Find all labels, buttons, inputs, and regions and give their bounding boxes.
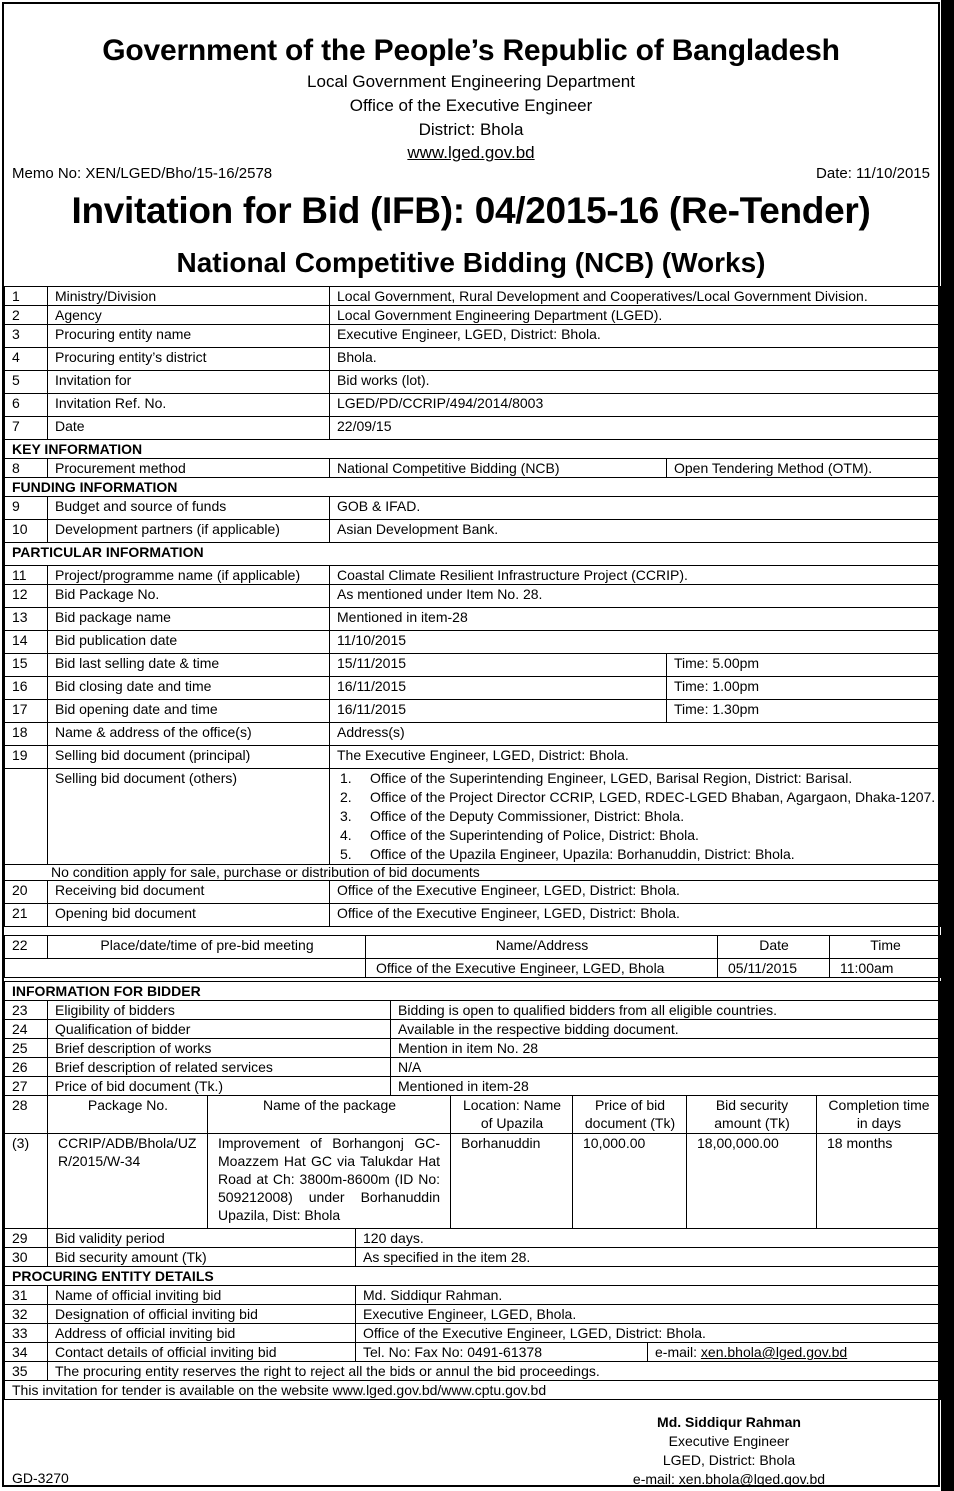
row-label: Ministry/Division	[48, 287, 330, 306]
row-value: Executive Engineer, LGED, District: Bhola.	[330, 325, 941, 348]
signatory-email: e-mail: xen.bhola@lged.gov.bd	[632, 1471, 826, 1487]
row-label: Date	[48, 417, 330, 440]
table-row	[5, 936, 941, 959]
row-label: Bid package name	[48, 608, 330, 631]
list-text: Office of the Superintending of Police, District: Bhola.	[370, 827, 699, 843]
row-value: Coastal Climate Resilient Infrastructure Project (CCRIP).	[330, 566, 941, 585]
row-value: Md. Siddiqur Rahman.	[356, 1286, 941, 1305]
row-label: Designation of official inviting bid	[48, 1305, 356, 1324]
table-row	[5, 287, 941, 306]
funding-information-heading: FUNDING INFORMATION	[5, 478, 941, 497]
row-value: The Executive Engineer, LGED, District: Bhola.	[330, 746, 941, 769]
table-row	[5, 1381, 941, 1400]
row-number: 22	[5, 936, 48, 959]
list-text: Office of the Superintending Engineer, LGED, Barisal Region, District: Barisal.	[370, 770, 853, 786]
list-number: 5.	[340, 846, 352, 862]
row-label: Name & address of the office(s)	[48, 723, 330, 746]
table-row	[5, 654, 941, 677]
row-value: 11/10/2015	[330, 631, 941, 654]
package-security: 18,00,000.00	[687, 1134, 817, 1229]
security-header: Bid security amount (Tk)	[687, 1096, 817, 1134]
row-label: Budget and source of funds	[48, 497, 330, 520]
table-row	[5, 497, 941, 520]
table-row	[5, 348, 941, 371]
list-number: 2.	[340, 789, 352, 805]
completion-header: Completion time in days	[817, 1096, 941, 1134]
row-label: Opening bid document	[48, 904, 330, 927]
reserve-right-text: The procuring entity reserves the right to reject all the bids or annul the bid proceedings.	[48, 1362, 941, 1381]
row-value: Mentioned in item-28	[330, 608, 941, 631]
row-value: LGED/PD/CCRIP/494/2014/8003	[330, 394, 941, 417]
row-extra: Open Tendering Method (OTM).	[667, 459, 941, 478]
table-row	[5, 746, 941, 769]
row-label: Development partners (if applicable)	[48, 520, 330, 543]
package-name-header: Name of the package	[208, 1096, 451, 1134]
location-header: Location: Name of Upazila	[451, 1096, 573, 1134]
row-time: Time: 1.30pm	[667, 700, 941, 723]
row-time: Time: 5.00pm	[667, 654, 941, 677]
key-information-heading: KEY INFORMATION	[5, 440, 941, 459]
table-row	[5, 459, 941, 478]
ifb-table-part1	[4, 286, 941, 927]
row-number: 35	[5, 1362, 48, 1381]
row-value: 16/11/2015	[330, 700, 667, 723]
list-item	[340, 826, 934, 845]
row-label: Procuring entity’s district	[48, 348, 330, 371]
row-label: Agency	[48, 306, 330, 325]
department-name: Local Government Engineering Department	[307, 72, 635, 91]
footer-code: GD-3270	[12, 1470, 69, 1486]
list-item	[340, 788, 934, 807]
row-label: Name of official inviting bid	[48, 1286, 356, 1305]
row-number: 2	[5, 306, 48, 325]
row-number: 34	[5, 1343, 48, 1362]
row-number: 21	[5, 904, 48, 927]
row-time: Time: 1.00pm	[667, 677, 941, 700]
row-label: Procuring entity name	[48, 325, 330, 348]
table-row	[5, 1305, 941, 1324]
section-heading	[5, 543, 941, 566]
row-value: Executive Engineer, LGED, Bhola.	[356, 1305, 941, 1324]
selling-locations	[330, 769, 941, 865]
ifb-table-part3	[4, 1228, 941, 1400]
row-label: Selling bid document (others)	[48, 769, 330, 865]
website-link[interactable]: www.lged.gov.bd	[407, 143, 535, 162]
prebid-date: 05/11/2015	[718, 959, 830, 978]
ifb-subtitle: National Competitive Bidding (NCB) (Works)	[176, 247, 766, 278]
row-label: Invitation Ref. No.	[48, 394, 330, 417]
selling-list	[340, 769, 934, 864]
row-label: Bid publication date	[48, 631, 330, 654]
row-number: 16	[5, 677, 48, 700]
row-value: 22/09/15	[330, 417, 941, 440]
row-number: 20	[5, 881, 48, 904]
table-row	[5, 631, 941, 654]
prebid-name-header: Name/Address	[366, 936, 718, 959]
list-item	[340, 845, 934, 864]
row-number: 3	[5, 325, 48, 348]
table-row	[5, 306, 941, 325]
prebid-date-header: Date	[718, 936, 830, 959]
row-label: Receiving bid document	[48, 881, 330, 904]
particular-information-heading: PARTICULAR INFORMATION	[5, 543, 941, 566]
office-name: Office of the Executive Engineer	[349, 96, 593, 115]
list-number: 1.	[340, 770, 352, 786]
table-row	[5, 371, 941, 394]
row-number: 19	[5, 746, 48, 769]
row-label: Bid last selling date & time	[48, 654, 330, 677]
table-row	[5, 417, 941, 440]
row-number: 6	[5, 394, 48, 417]
package-header-row	[5, 1096, 941, 1134]
table-row	[5, 1286, 941, 1305]
row-number: 15	[5, 654, 48, 677]
prebid-empty-cell	[5, 959, 366, 978]
package-row	[5, 1134, 941, 1229]
table-row	[5, 394, 941, 417]
row-value: Local Government, Rural Development and Cooperatives/Local Government Division.	[330, 287, 941, 306]
row-value: Mention in item No. 28	[391, 1039, 941, 1058]
table-row	[5, 1077, 941, 1096]
table-row	[5, 723, 941, 746]
table-row	[5, 700, 941, 723]
row-label: Qualification of bidder	[48, 1020, 391, 1039]
contact-email-link[interactable]: xen.bhola@lged.gov.bd	[700, 1344, 848, 1360]
row-number: 13	[5, 608, 48, 631]
row-number: 17	[5, 700, 48, 723]
table-row	[5, 1248, 941, 1267]
row-value: Local Government Engineering Department (LGED).	[330, 306, 941, 325]
row-value: National Competitive Bidding (NCB)	[330, 459, 667, 478]
procuring-entity-heading: PROCURING ENTITY DETAILS	[5, 1267, 941, 1286]
row-value: As mentioned under Item No. 28.	[330, 585, 941, 608]
row-label: Bid security amount (Tk)	[48, 1248, 356, 1267]
row-label: Project/programme name (if applicable)	[48, 566, 330, 585]
table-row	[5, 1343, 941, 1362]
notice-date: Date: 11/10/2015	[816, 165, 930, 182]
row-number: 32	[5, 1305, 48, 1324]
table-row	[5, 1362, 941, 1381]
table-row	[5, 1229, 941, 1248]
row-value: As specified in the item 28.	[356, 1248, 941, 1267]
row-label: Invitation for	[48, 371, 330, 394]
row-number: 33	[5, 1324, 48, 1343]
row-value: Bhola.	[330, 348, 941, 371]
page-edge-bar	[941, 0, 954, 1491]
table-row	[5, 881, 941, 904]
row-number: 5	[5, 371, 48, 394]
district-name: District: Bhola	[418, 120, 524, 139]
government-title: Government of the People’s Republic of Bangladesh	[102, 34, 840, 67]
row-number: 1	[5, 287, 48, 306]
row-number: 24	[5, 1020, 48, 1039]
table-row	[5, 1001, 941, 1020]
row-number: 11	[5, 566, 48, 585]
row-label: Place/date/time of pre-bid meeting	[48, 936, 366, 959]
package-no: CCRIP/ADB/Bhola/UZR/2015/W-34	[48, 1134, 208, 1229]
row-value: GOB & IFAD.	[330, 497, 941, 520]
section-heading	[5, 1267, 941, 1286]
row-label: Bid closing date and time	[48, 677, 330, 700]
row-number: 31	[5, 1286, 48, 1305]
table-row	[5, 608, 941, 631]
availability-note: This invitation for tender is available on the website www.lged.gov.bd/www.cptu.gov.bd	[5, 1381, 941, 1400]
row-number: 7	[5, 417, 48, 440]
table-row	[5, 1039, 941, 1058]
table-row	[5, 677, 941, 700]
table-row	[5, 1020, 941, 1039]
package-location: Borhanuddin	[451, 1134, 573, 1229]
ifb-title: Invitation for Bid (IFB): 04/2015-16 (Re-Tender)	[71, 190, 871, 231]
table-row	[5, 566, 941, 585]
row-number: 23	[5, 1001, 48, 1020]
row-value: N/A	[391, 1058, 941, 1077]
row-value: Office of the Executive Engineer, LGED, District: Bhola.	[356, 1324, 941, 1343]
signatory-name: Md. Siddiqur Rahman	[657, 1414, 801, 1430]
email-label: e-mail:	[655, 1344, 698, 1360]
row-label: Bid opening date and time	[48, 700, 330, 723]
row-value: Asian Development Bank.	[330, 520, 941, 543]
row-value: Office of the Executive Engineer, LGED, District: Bhola.	[330, 881, 941, 904]
row-number: 29	[5, 1229, 48, 1248]
table-row	[5, 904, 941, 927]
row-number: 28	[5, 1096, 48, 1134]
row-value: Available in the respective bidding document.	[391, 1020, 941, 1039]
memo-number: Memo No: XEN/LGED/Bho/15-16/2578	[12, 165, 273, 182]
row-label: Brief description of related services	[48, 1058, 391, 1077]
row-number: 4	[5, 348, 48, 371]
table-row	[5, 585, 941, 608]
row-number: 25	[5, 1039, 48, 1058]
signatory-designation: Executive Engineer	[668, 1433, 790, 1449]
table-row	[5, 325, 941, 348]
row-value: 120 days.	[356, 1229, 941, 1248]
row-label: Price of bid document (Tk.)	[48, 1077, 391, 1096]
section-heading	[5, 982, 941, 1001]
row-label: Procurement method	[48, 459, 330, 478]
bidder-information-heading: INFORMATION FOR BIDDER	[5, 982, 941, 1001]
row-label: Address of official inviting bid	[48, 1324, 356, 1343]
list-text: Office of the Deputy Commissioner, District: Bhola.	[370, 808, 685, 824]
prebid-table	[4, 935, 941, 978]
no-condition-note: No condition apply for sale, purchase or distribution of bid documents	[5, 865, 941, 881]
row-value: Address(s)	[330, 723, 941, 746]
row-label: Bid validity period	[48, 1229, 356, 1248]
table-row	[5, 1058, 941, 1077]
price-header: Price of bid document (Tk)	[573, 1096, 687, 1134]
bidder-info-table	[4, 981, 941, 1096]
list-text: Office of the Project Director CCRIP, LGED, RDEC-LGED Bhaban, Agargaon, Dhaka-1207.	[370, 789, 936, 805]
row-label: Brief description of works	[48, 1039, 391, 1058]
row-number: 14	[5, 631, 48, 654]
row-label: Contact details of official inviting bid	[48, 1343, 356, 1362]
row-value: 15/11/2015	[330, 654, 667, 677]
row-number: (3)	[5, 1134, 48, 1229]
table-row	[5, 959, 941, 978]
tender-notice	[2, 2, 940, 1487]
row-number: 26	[5, 1058, 48, 1077]
signature-block	[614, 1413, 844, 1489]
table-row	[5, 769, 941, 865]
row-label: Bid Package No.	[48, 585, 330, 608]
package-no-header: Package No.	[48, 1096, 208, 1134]
contact-phone: Tel. No: Fax No: 0491-61378	[356, 1343, 648, 1362]
list-text: Office of the Upazila Engineer, Upazila: Borhanuddin, District: Bhola.	[370, 846, 795, 862]
package-completion: 18 months	[817, 1134, 941, 1229]
row-value: Bid works (lot).	[330, 371, 941, 394]
package-table	[4, 1095, 941, 1229]
package-price: 10,000.00	[573, 1134, 687, 1229]
table-row	[5, 520, 941, 543]
section-heading	[5, 440, 941, 459]
section-heading	[5, 478, 941, 497]
prebid-time: 11:00am	[830, 959, 941, 978]
list-item	[340, 769, 934, 788]
row-value: Bidding is open to qualified bidders from all eligible countries.	[391, 1001, 941, 1020]
row-number: 12	[5, 585, 48, 608]
list-number: 3.	[340, 808, 352, 824]
row-number: 27	[5, 1077, 48, 1096]
prebid-name: Office of the Executive Engineer, LGED, Bhola	[366, 959, 718, 978]
row-number: 10	[5, 520, 48, 543]
row-number: 8	[5, 459, 48, 478]
row-value: 16/11/2015	[330, 677, 667, 700]
row-number: 30	[5, 1248, 48, 1267]
row-label: Selling bid document (principal)	[48, 746, 330, 769]
list-item	[340, 807, 934, 826]
row-number: 9	[5, 497, 48, 520]
row-number: 18	[5, 723, 48, 746]
table-row	[5, 1324, 941, 1343]
row-label: Eligibility of bidders	[48, 1001, 391, 1020]
row-value: Mentioned in item-28	[391, 1077, 941, 1096]
table-row	[5, 865, 941, 881]
signatory-office: LGED, District: Bhola	[662, 1452, 796, 1468]
row-number	[5, 769, 48, 865]
list-number: 4.	[340, 827, 352, 843]
row-value: Office of the Executive Engineer, LGED, District: Bhola.	[330, 904, 941, 927]
package-name: Improvement of Borhangonj GC-Moazzem Hat GC via Talukdar Hat Road at Ch: 3800m-8600m (ID No: 509212008) under Borhanuddin Upazila, Dist: Bhola	[208, 1134, 451, 1229]
prebid-time-header: Time	[830, 936, 941, 959]
